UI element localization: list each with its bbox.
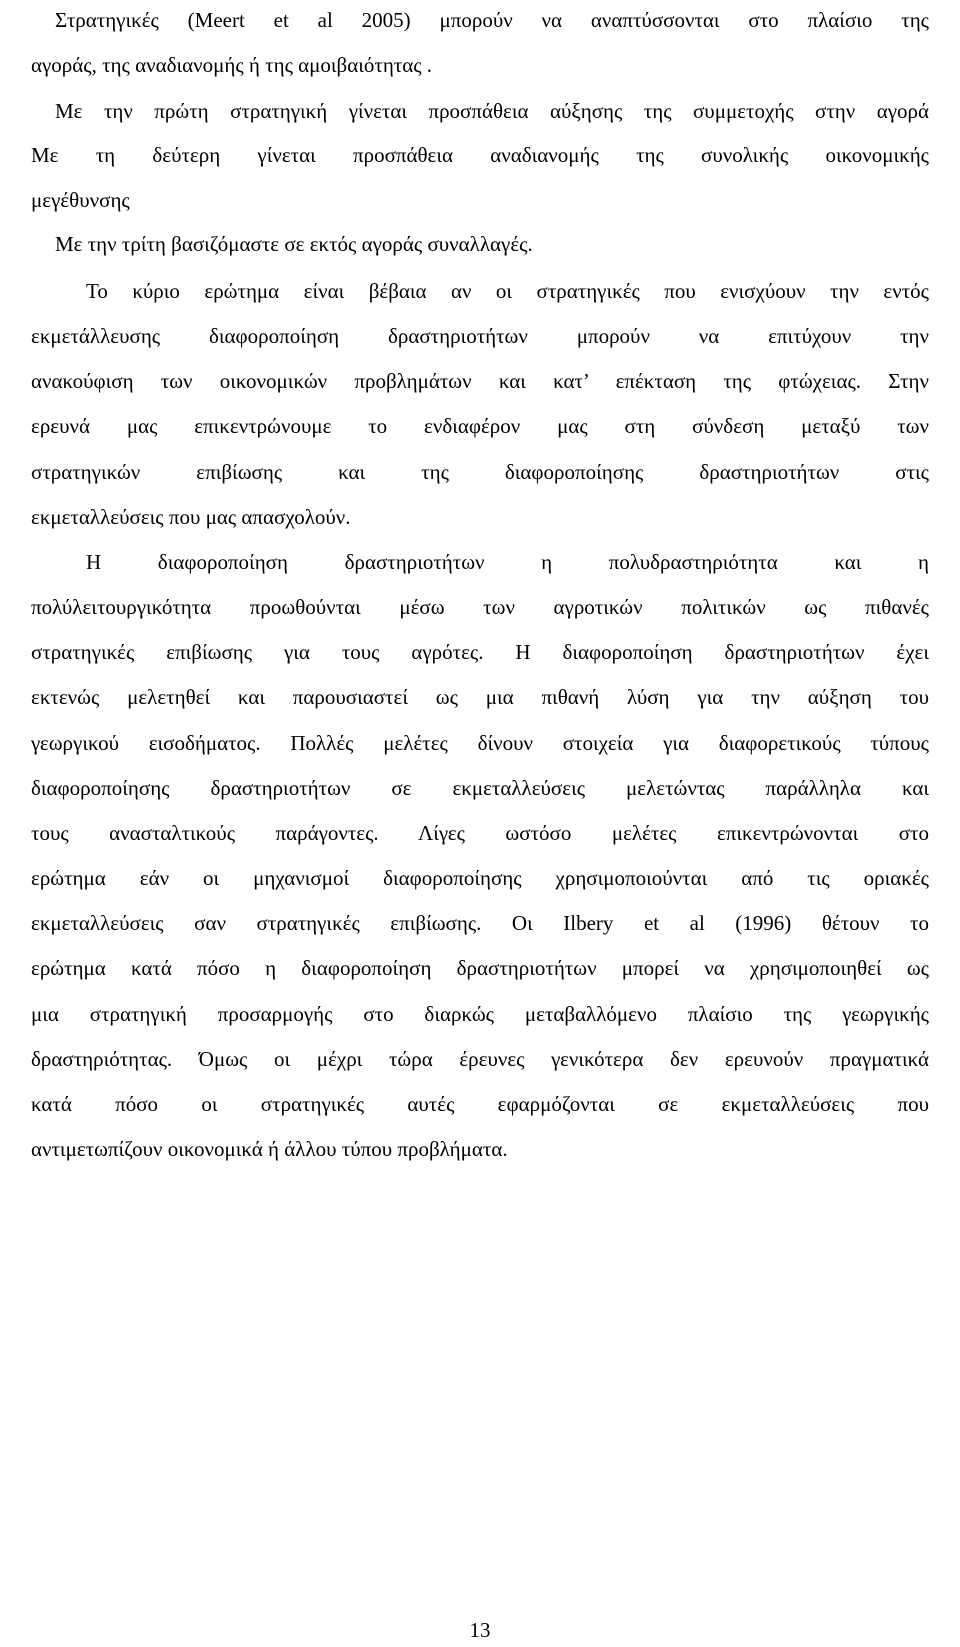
text-line-4: Με τη δεύτερη γίνεται προσπάθεια αναδιανομής της συνολικής οικονομικής [31, 143, 929, 167]
text-line-20: ερώτημα εάν οι μηχανισμοί διαφοροποίησης χρησιμοποιούνται από τις οριακές [31, 866, 929, 890]
text-line-9: ανακούφιση των οικονομικών προβλημάτων και κατ’ επέκταση της φτώχειας. Στην [31, 369, 929, 393]
text-line-23: μια στρατηγική προσαρμογής στο διαρκώς μεταβαλλόμενο πλαίσιο της γεωργικής [31, 1002, 929, 1026]
text-line-26: αντιμετωπίζουν οικονομικά ή άλλου τύπου προβλήματα. [31, 1137, 508, 1161]
text-line-13: Η διαφοροποίηση δραστηριοτήτων η πολυδραστηριότητα και η [86, 550, 929, 574]
text-line-25: κατά πόσο οι στρατηγικές αυτές εφαρμόζονται σε εκμεταλλεύσεις που [31, 1092, 929, 1116]
text-line-22: ερώτημα κατά πόσο η διαφοροποίηση δραστηριοτήτων μπορεί να χρησιμοποιηθεί ως [31, 956, 929, 980]
text-line-11: στρατηγικών επιβίωσης και της διαφοροποίησης δραστηριοτήτων στις [31, 460, 929, 484]
page-number: 13 [469, 1618, 491, 1642]
text-line-15: στρατηγικές επιβίωσης για τους αγρότες. Η διαφοροποίηση δραστηριοτήτων έχει [31, 640, 929, 664]
text-line-6: Με την τρίτη βασιζόμαστε σε εκτός αγοράς συναλλαγές. [55, 232, 533, 256]
text-line-5: μεγέθυνσης [31, 188, 130, 212]
text-line-18: διαφοροποίησης δραστηριοτήτων σε εκμεταλλεύσεις μελετώντας παράλληλα και [31, 776, 929, 800]
text-line-19: τους ανασταλτικούς παράγοντες. Λίγες ωστόσο μελέτες επικεντρώνονται στο [31, 821, 929, 845]
text-line-3: Με την πρώτη στρατηγική γίνεται προσπάθεια αύξησης της συμμετοχής στην αγορά [55, 99, 929, 123]
text-line-17: γεωργικού εισοδήματος. Πολλές μελέτες δίνουν στοιχεία για διαφορετικούς τύπους [31, 731, 929, 755]
text-line-12: εκμεταλλεύσεις που μας απασχολούν. [31, 505, 351, 529]
text-line-21: εκμεταλλεύσεις σαν στρατηγικές επιβίωσης. Οι Ilbery et al (1996) θέτουν το [31, 911, 929, 935]
text-line-8: εκμετάλλευσης διαφοροποίηση δραστηριοτήτων μπορούν να επιτύχουν την [31, 324, 929, 348]
text-line-7: Το κύριο ερώτημα είναι βέβαια αν οι στρατηγικές που ενισχύουν την εντός [86, 279, 929, 303]
text-line-2: αγοράς, της αναδιανομής ή της αμοιβαιότητας . [31, 53, 433, 77]
text-line-24: δραστηριότητας. Όμως οι μέχρι τώρα έρευνες γενικότερα δεν ερευνούν πραγματικά [31, 1047, 929, 1071]
text-line-1: Στρατηγικές (Meert et al 2005) μπορούν να αναπτύσσονται στο πλαίσιο της [55, 8, 929, 32]
text-line-14: πολύλειτουργικότητα προωθούνται μέσω των αγροτικών πολιτικών ως πιθανές [31, 595, 929, 619]
text-line-16: εκτενώς μελετηθεί και παρουσιαστεί ως μια πιθανή λύση για την αύξηση του [31, 685, 929, 709]
text-line-10: ερευνά μας επικεντρώνουμε το ενδιαφέρον μας στη σύνδεση μεταξύ των [31, 414, 929, 438]
